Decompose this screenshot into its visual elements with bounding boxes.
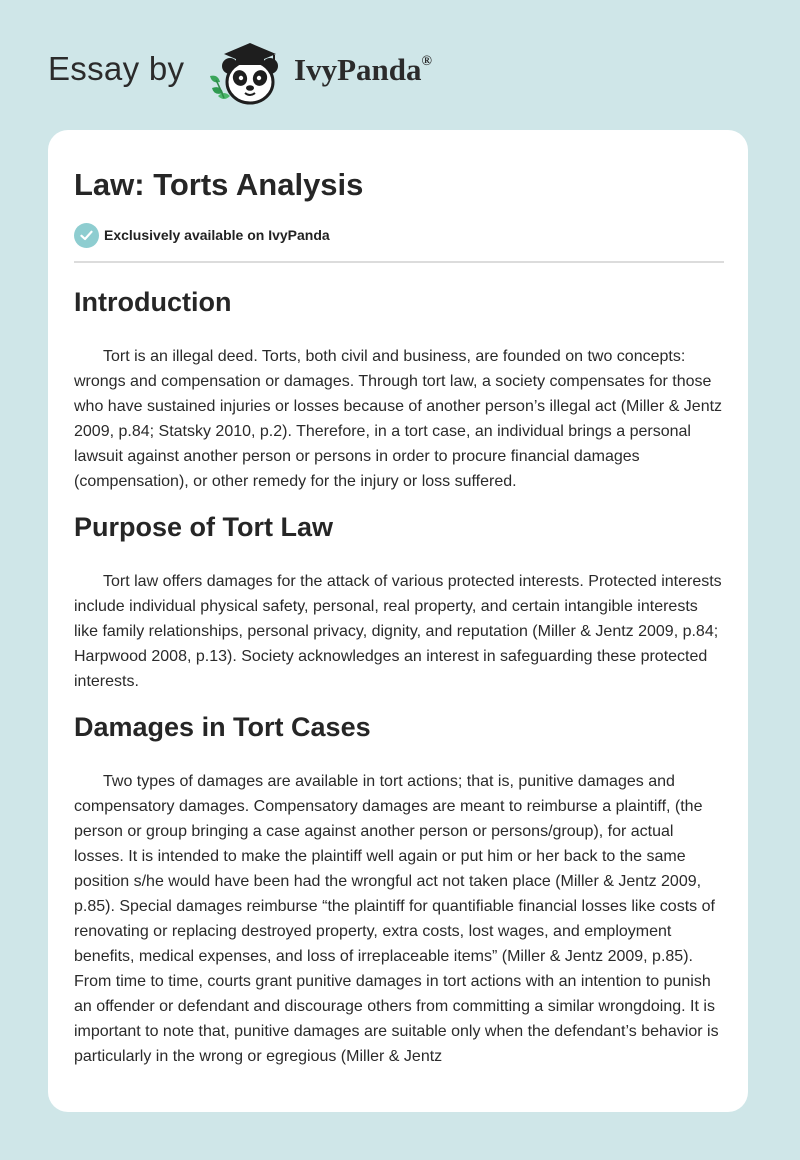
section-paragraph: Tort is an illegal deed. Torts, both civil and business, are founded on two concepts: wrongs and compensation or damages. Through tort law, a society compensates for those who have sustained injuries or losses because of another person’s illegal act (Miller & Jentz 2009, p.84; Statsky 2010, p.2). Therefore, in a tort case, an individual brings a personal lawsuit against another person or persons in order to procure financial damages (compensation), or other remedy for the injury or loss suffered. <box>74 348 723 490</box>
page-title: Law: Torts Analysis <box>74 167 364 202</box>
check-icon <box>74 223 99 248</box>
section-heading: Purpose of Tort Law <box>74 512 334 542</box>
section-heading: Damages in Tort Cases <box>74 712 371 742</box>
section-damages-in-tort-cases <box>74 705 724 1069</box>
badge-label: Exclusively available on IvyPanda <box>104 227 330 243</box>
brand-name: IvyPanda® <box>294 52 432 87</box>
registered-mark: ® <box>421 54 432 69</box>
brand-header <box>0 0 800 130</box>
section-introduction <box>74 280 724 494</box>
exclusive-badge <box>74 222 330 248</box>
section-heading: Introduction <box>74 287 232 317</box>
panda-graduate-icon <box>200 36 292 108</box>
section-paragraph: Tort law offers damages for the attack of various protected interests. Protected interests include individual physical safety, personal, real property, and certain intangible interests like family relationships, personal privacy, dignity, and reputation (Miller & Jentz 2009, p.84; Harpwood 2008, p.13). Society acknowledges an interest in safeguarding these protected interests. <box>74 573 722 690</box>
article-body <box>74 280 724 1069</box>
brand-prefix: Essay by <box>48 50 185 87</box>
essay-card <box>48 130 748 1112</box>
section-purpose-of-tort-law <box>74 505 724 694</box>
section-paragraph: Two types of damages are available in tort actions; that is, punitive damages and compensatory damages. Compensatory damages are meant to reimburse a plaintiff, (the person or group bringing a case against another person or persons/group), for actual losses. It is intended to make the plaintiff well again or put him or her back to the same position s/he would have been had the wrongful act not taken place (Miller & Jentz 2009, p.85). Special damages reimburse “the plaintiff for quantifiable financial losses like costs of renovating or replacing destroyed property, extra costs, lost wages, and employment benefits, medical expenses, and loss of irreplaceable items” (Miller & Jentz 2009, p.85). From time to time, courts grant punitive damages in tort actions with an intention to punish an offender or defendant and discourage others from committing a similar wrongdoing. It is important to note that, punitive damages are suitable only when the defendant’s behavior is particularly in the wrong or egregious (Miller & Jentz <box>74 773 719 1065</box>
divider <box>74 261 724 263</box>
